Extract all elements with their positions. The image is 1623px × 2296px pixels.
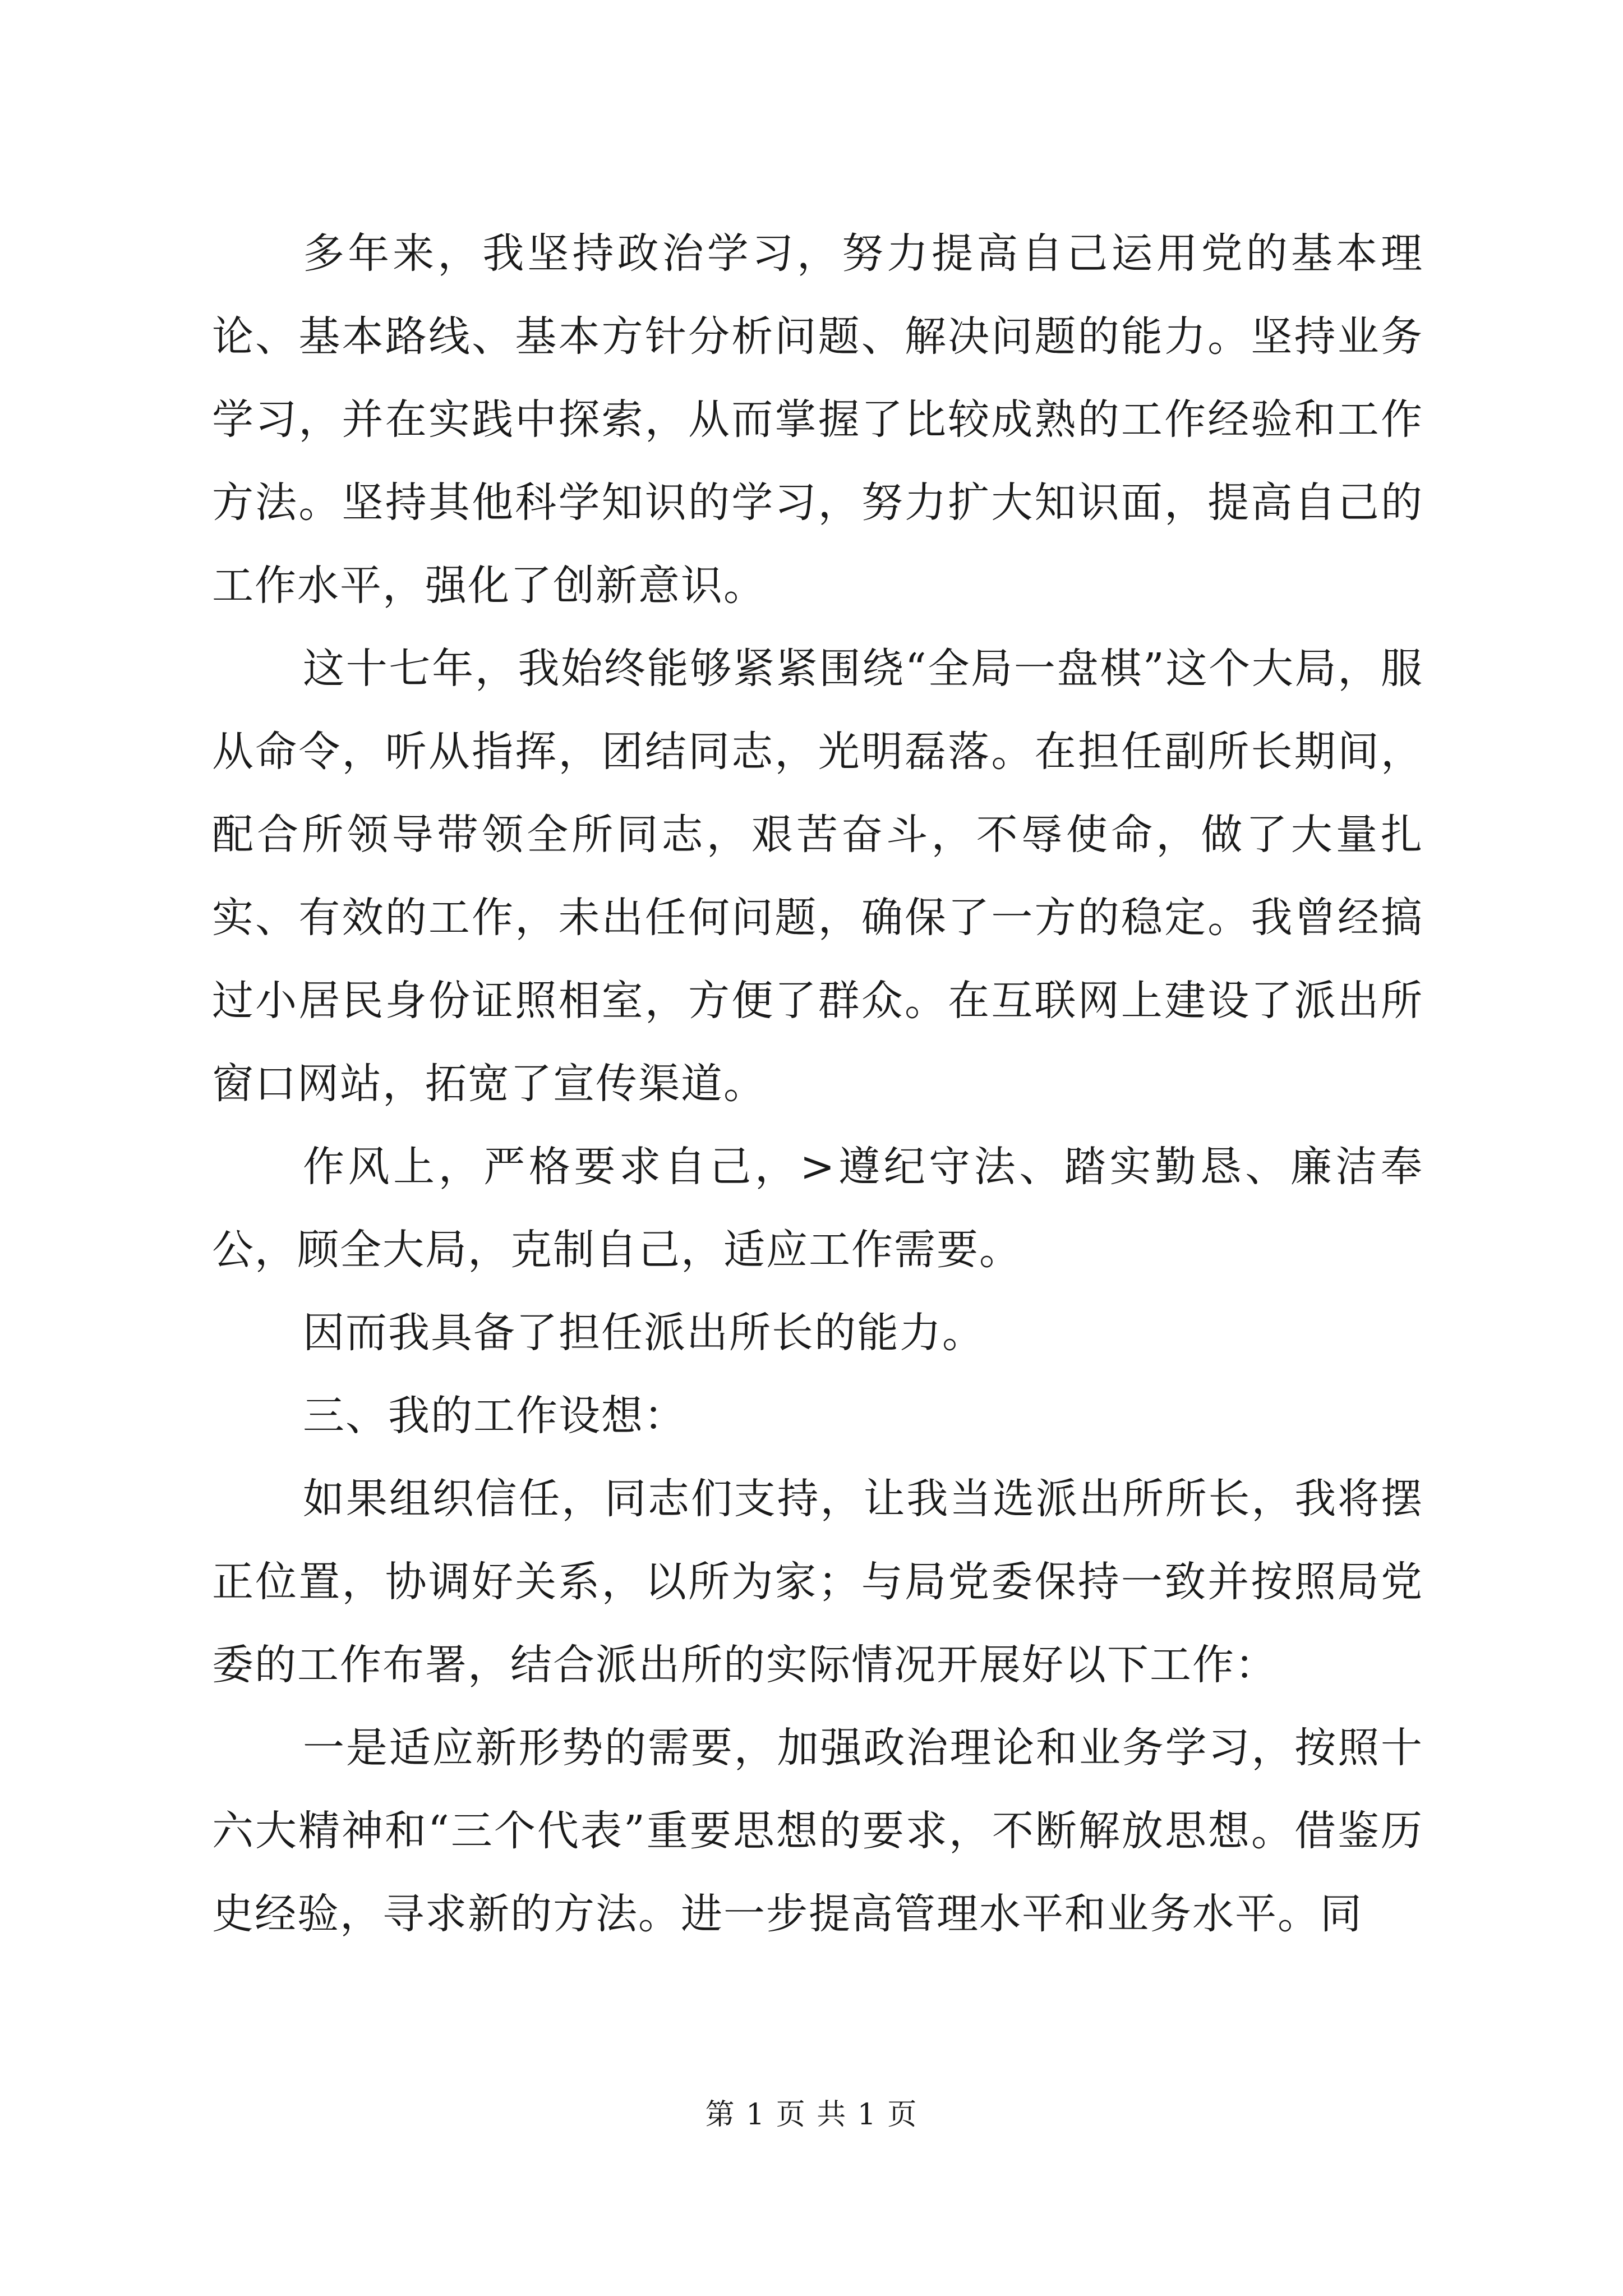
paragraph-5: 如果组织信任，同志们支持，让我当选派出所所长，我将摆正位置，协调好关系，以所为家；与局党委保持一致并按照局党委的工作布署，结合派出所的实际情况开展好以下工作：: [212, 1475, 1423, 1689]
document-body: [212, 212, 1423, 1955]
paragraph-3: 作风上，严格要求自己，>遵纪守法、踏实勤恳、廉洁奉公，顾全大局，克制自己，适应工作需要。: [212, 1143, 1423, 1274]
paragraph-4: 因而我具备了担任派出所长的能力。: [303, 1309, 985, 1357]
section-heading-3: 三、我的工作设想：: [303, 1392, 686, 1440]
paragraph-6: 一是适应新形势的需要，加强政治理论和业务学习，按照十六大精神和“三个代表”重要思想的要求，不断解放思想。借鉴历史经验，寻求新的方法。进一步提高管理水平和业务水平。同: [212, 1724, 1423, 1938]
paragraph-1: 多年来，我坚持政治学习，努力提高自己运用党的基本理论、基本路线、基本方针分析问题、解决问题的能力。坚持业务学习，并在实践中探索，从而掌握了比较成熟的工作经验和工作方法。坚持其他科学知识的学习，努力扩大知识面，提高自己的工作水平，强化了创新意识。: [212, 229, 1423, 610]
page-number-label: 第 1 页 共 1 页: [705, 2098, 918, 2132]
paragraph-2: 这十七年，我始终能够紧紧围绕“全局一盘棋”这个大局，服从命令，听从指挥，团结同志，光明磊落。在担任副所长期间，配合所领导带领全所同志，艰苦奋斗，不辱使命，做了大量扎实、有效的工作，未出任何问题，确保了一方的稳定。我曾经搞过小居民身份证照相室，方便了群众。在互联网上建设了派出所窗口网站，拓宽了宣传渠道。: [212, 645, 1423, 1108]
page-footer: [0, 2095, 1623, 2134]
